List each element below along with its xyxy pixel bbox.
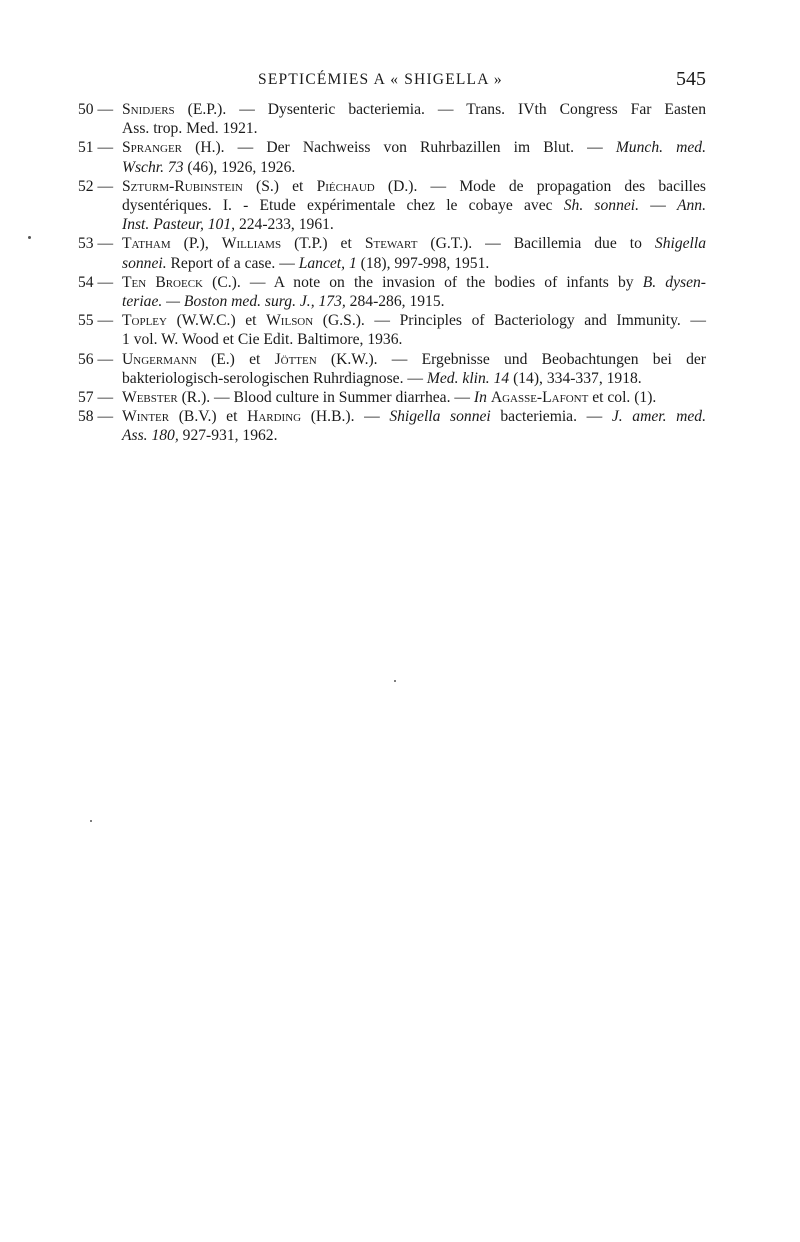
reference-item — [78, 350, 706, 388]
author-name: Topley — [122, 312, 167, 330]
reference-text: Report of a case. — — [166, 254, 299, 272]
reference-line — [122, 177, 706, 196]
reference-item — [78, 177, 706, 235]
journal-name: Ann. — [676, 197, 706, 215]
scan-speck — [28, 236, 31, 239]
reference-text: (14), 334-337, 1918. — [509, 369, 642, 387]
reference-line — [122, 234, 706, 253]
reference-item — [78, 234, 706, 272]
reference-line — [122, 138, 706, 157]
reference-number: 51 — — [78, 139, 114, 157]
reference-text: — — [639, 197, 677, 215]
reference-number: 55 — — [78, 312, 114, 330]
reference-line: 1 vol. W. Wood et Cie Edit. Baltimore, 1936. — [122, 331, 403, 349]
author-name: Winter — [122, 408, 170, 426]
author-name: Snidjers — [122, 101, 175, 118]
reference-text: In — [473, 389, 487, 407]
journal-name: Inst. Pasteur, 101, — [122, 216, 236, 234]
reference-number: 50 — — [78, 101, 114, 118]
reference-line — [122, 292, 706, 311]
author-name: Ten Broeck — [122, 273, 204, 291]
reference-text: (S.) et — [242, 177, 317, 195]
reference-text: dysentériques. I. - Etude expérimentale chez le cobaye avec — [122, 197, 564, 215]
running-title: SEPTICÉMIES A « SHIGELLA » — [258, 71, 503, 88]
reference-text: (R.). — Blood culture in Summer diarrhea. — — [177, 389, 474, 407]
reference-text: 224-233, 1961. — [235, 216, 334, 234]
author-name: Williams — [221, 235, 282, 253]
reference-line — [122, 407, 706, 426]
reference-item — [78, 138, 706, 176]
author-name: Szturm-Rubinstein — [122, 177, 243, 195]
reference-line — [122, 388, 706, 407]
author-name: Piéchaud — [316, 177, 375, 195]
reference-text: (P.), — [170, 235, 222, 253]
reference-text: (E.) et — [196, 350, 275, 368]
reference-line — [122, 100, 706, 119]
reference-number: 57 — — [78, 389, 114, 407]
author-name: Webster — [122, 389, 178, 407]
journal-name: teriae. — Boston med. surg. J., 173, — [122, 293, 346, 311]
page-number: 545 — [676, 68, 706, 90]
reference-item — [78, 311, 706, 349]
reference-text: (W.W.C.) et — [166, 312, 267, 330]
reference-text: (18), 997-998, 1951. — [356, 254, 490, 272]
reference-number: 53 — — [78, 235, 114, 253]
reference-number: 52 — — [78, 177, 114, 195]
species-name: Shigella sonnei — [389, 408, 491, 426]
reference-line — [122, 158, 706, 177]
reference-item — [78, 100, 706, 138]
reference-text: (B.V.) et — [169, 408, 248, 426]
reference-line — [122, 350, 706, 369]
species-name: B. dysen- — [642, 273, 706, 291]
journal-name: J. amer. med. — [611, 408, 706, 426]
scan-speck — [90, 820, 92, 822]
reference-number: 54 — — [78, 273, 114, 291]
reference-line — [122, 311, 706, 330]
reference-text: 927-931, 1962. — [178, 427, 278, 445]
reference-text: (H.). — Der Nachweiss von Ruhrbazillen im Blut. — — [182, 139, 616, 157]
species-name: sonnei. — [122, 254, 167, 272]
author-name: Agasse-Lafont — [490, 389, 589, 407]
author-name: Spranger — [122, 139, 183, 157]
reference-text: (46), 1926, 1926. — [183, 158, 296, 176]
journal-name: Ass. 180, — [122, 427, 179, 445]
reference-list — [78, 100, 706, 446]
author-name: Ungermann — [122, 350, 197, 368]
author-name: Harding — [247, 408, 302, 426]
reference-text: (H.B.). — — [301, 408, 390, 426]
reference-text: et col. (1). — [588, 389, 657, 407]
reference-text: (C.). — A note on the invasion of the bodies of infants by — [203, 273, 643, 291]
reference-text: (E.P.). — Dysenteric bacteriemia. — Trans. IVth Congress Far Easten — [174, 101, 706, 118]
reference-line — [122, 215, 706, 234]
reference-item — [78, 407, 706, 445]
reference-text: (G.T.). — Bacillemia due to — [417, 235, 655, 253]
reference-text: (T.P.) et — [281, 235, 365, 253]
reference-text: bakteriologisch-serologischen Ruhrdiagnose. — — [122, 369, 427, 387]
reference-line: Ass. trop. Med. 1921. — [122, 120, 258, 138]
reference-line — [122, 369, 706, 388]
species-name: Shigella — [654, 235, 706, 253]
scan-speck — [394, 680, 396, 682]
author-name: Jötten — [274, 350, 317, 368]
reference-text: bacteriemia. — — [490, 408, 612, 426]
reference-text: (G.S.). — Principles of Bacteriology and Immunity. — — [313, 312, 706, 330]
journal-name: Wschr. 73 — [122, 158, 184, 176]
reference-line — [122, 196, 706, 215]
reference-number: 58 — — [78, 408, 114, 426]
journal-name: Munch. med. — [615, 139, 706, 157]
reference-line — [122, 254, 706, 273]
reference-text: 284-286, 1915. — [345, 293, 445, 311]
author-name: Stewart — [364, 235, 418, 253]
reference-text: (D.). — Mode de propagation des bacilles — [374, 177, 707, 195]
reference-item — [78, 273, 706, 311]
author-name: Tatham — [122, 235, 171, 253]
species-name: Sh. sonnei. — [563, 197, 640, 215]
reference-line — [122, 426, 706, 445]
reference-item — [78, 388, 706, 407]
reference-text: (K.W.). — Ergebnisse und Beobachtungen bei der — [316, 350, 706, 368]
reference-line — [122, 273, 706, 292]
running-header — [0, 68, 800, 94]
author-name: Wilson — [266, 312, 314, 330]
reference-number: 56 — — [78, 350, 114, 368]
journal-name: Lancet, 1 — [298, 254, 357, 272]
journal-name: Med. klin. 14 — [426, 369, 510, 387]
